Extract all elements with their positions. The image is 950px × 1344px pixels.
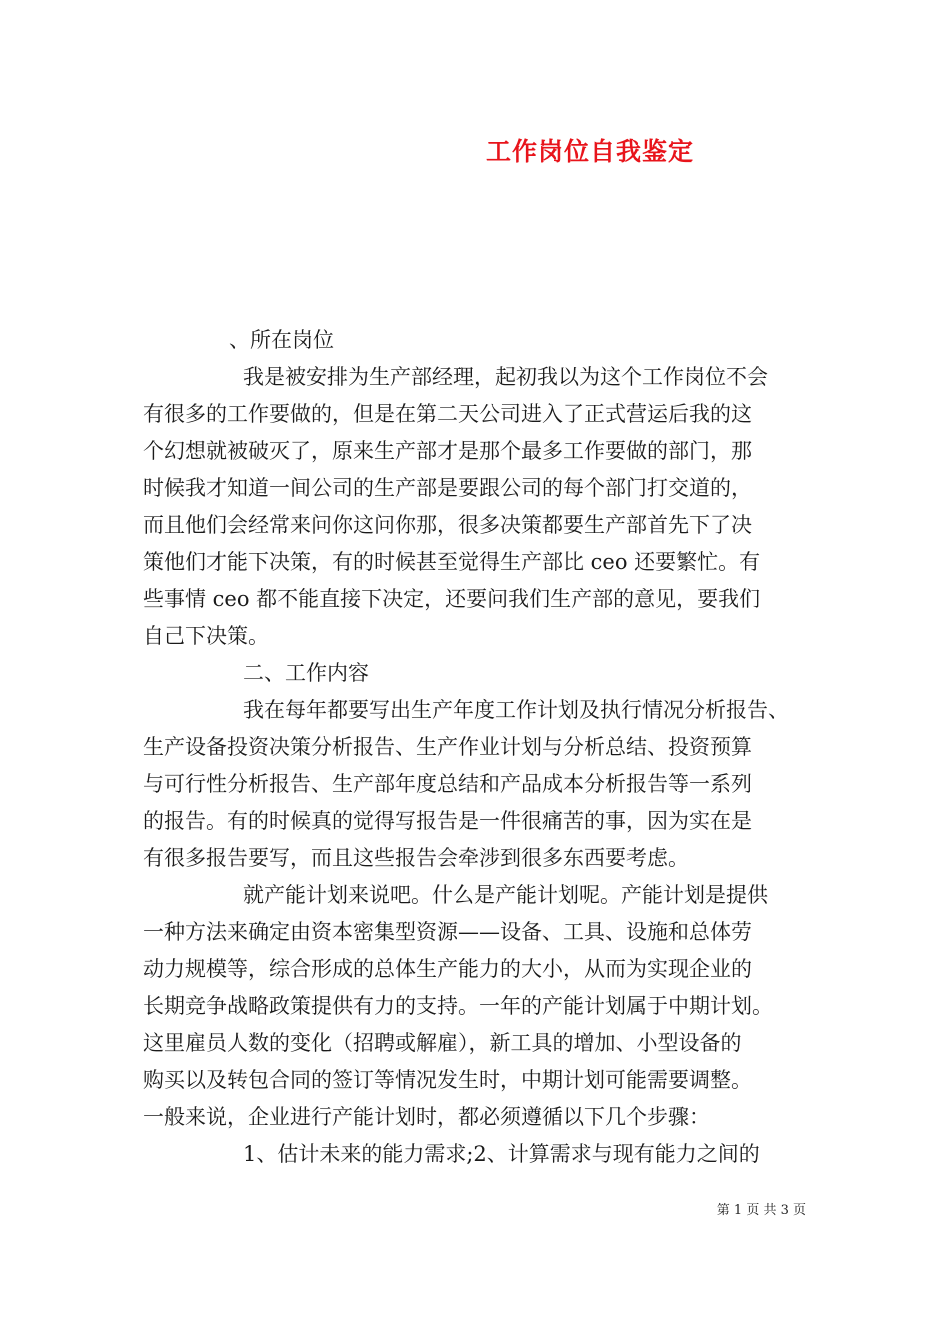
paragraph-line: 时候我才知道一间公司的生产部是要跟公司的每个部门打交道的， — [143, 476, 752, 500]
page-footer: 第 1 页 共 3 页 — [716, 1203, 806, 1218]
paragraph-line: 一种方法来确定由资本密集型资源——设备、工具、设施和总体劳 — [143, 920, 752, 944]
paragraph-line: 我在每年都要写出生产年度工作计划及执行情况分析报告、 — [243, 698, 789, 722]
paragraph-line: 而且他们会经常来问你这问你那，很多决策都要生产部首先下了决 — [143, 513, 752, 537]
paragraph-line: 生产设备投资决策分析报告、生产作业计划与分析总结、投资预算 — [143, 735, 752, 759]
paragraph-line: 我是被安排为生产部经理，起初我以为这个工作岗位不会 — [243, 365, 768, 389]
document-title: 工作岗位自我鉴定 — [485, 137, 694, 166]
paragraph-line: 有很多的工作要做的，但是在第二天公司进入了正式营运后我的这 — [143, 402, 752, 426]
paragraph-line: 长期竞争战略政策提供有力的支持。一年的产能计划属于中期计划。 — [143, 994, 773, 1018]
paragraph-line: 一般来说，企业进行产能计划时，都必须遵循以下几个步骤： — [143, 1105, 710, 1129]
paragraph-line: 有很多报告要写，而且这些报告会牵涉到很多东西要考虑。 — [143, 846, 689, 870]
paragraph-line: 1、估计未来的能力需求;2、计算需求与现有能力之间的 — [243, 1142, 760, 1166]
paragraph-line: 自己下决策。 — [143, 624, 269, 648]
paragraph-line: 个幻想就被破灭了，原来生产部才是那个最多工作要做的部门，那 — [143, 439, 752, 463]
document-body — [143, 322, 807, 1173]
paragraph-line: 动力规模等，综合形成的总体生产能力的大小，从而为实现企业的 — [143, 957, 752, 981]
paragraph-line: 与可行性分析报告、生产部年度总结和产品成本分析报告等一系列 — [143, 772, 752, 796]
paragraph-line: 就产能计划来说吧。什么是产能计划呢。产能计划是提供 — [243, 883, 768, 907]
section-heading-2: 二、工作内容 — [243, 661, 369, 685]
paragraph-line: 策他们才能下决策，有的时候甚至觉得生产部比 ceo 还要繁忙。有 — [143, 550, 761, 574]
paragraph-line: 购买以及转包合同的签订等情况发生时，中期计划可能需要调整。 — [143, 1068, 752, 1092]
paragraph-line: 这里雇员人数的变化（招聘或解雇），新工具的增加、小型设备的 — [143, 1031, 742, 1055]
paragraph-line: 些事情 ceo 都不能直接下决定，还要问我们生产部的意见，要我们 — [143, 587, 761, 611]
section-heading-1: 、所在岗位 — [229, 328, 334, 352]
paragraph-line: 的报告。有的时候真的觉得写报告是一件很痛苦的事，因为实在是 — [143, 809, 752, 833]
